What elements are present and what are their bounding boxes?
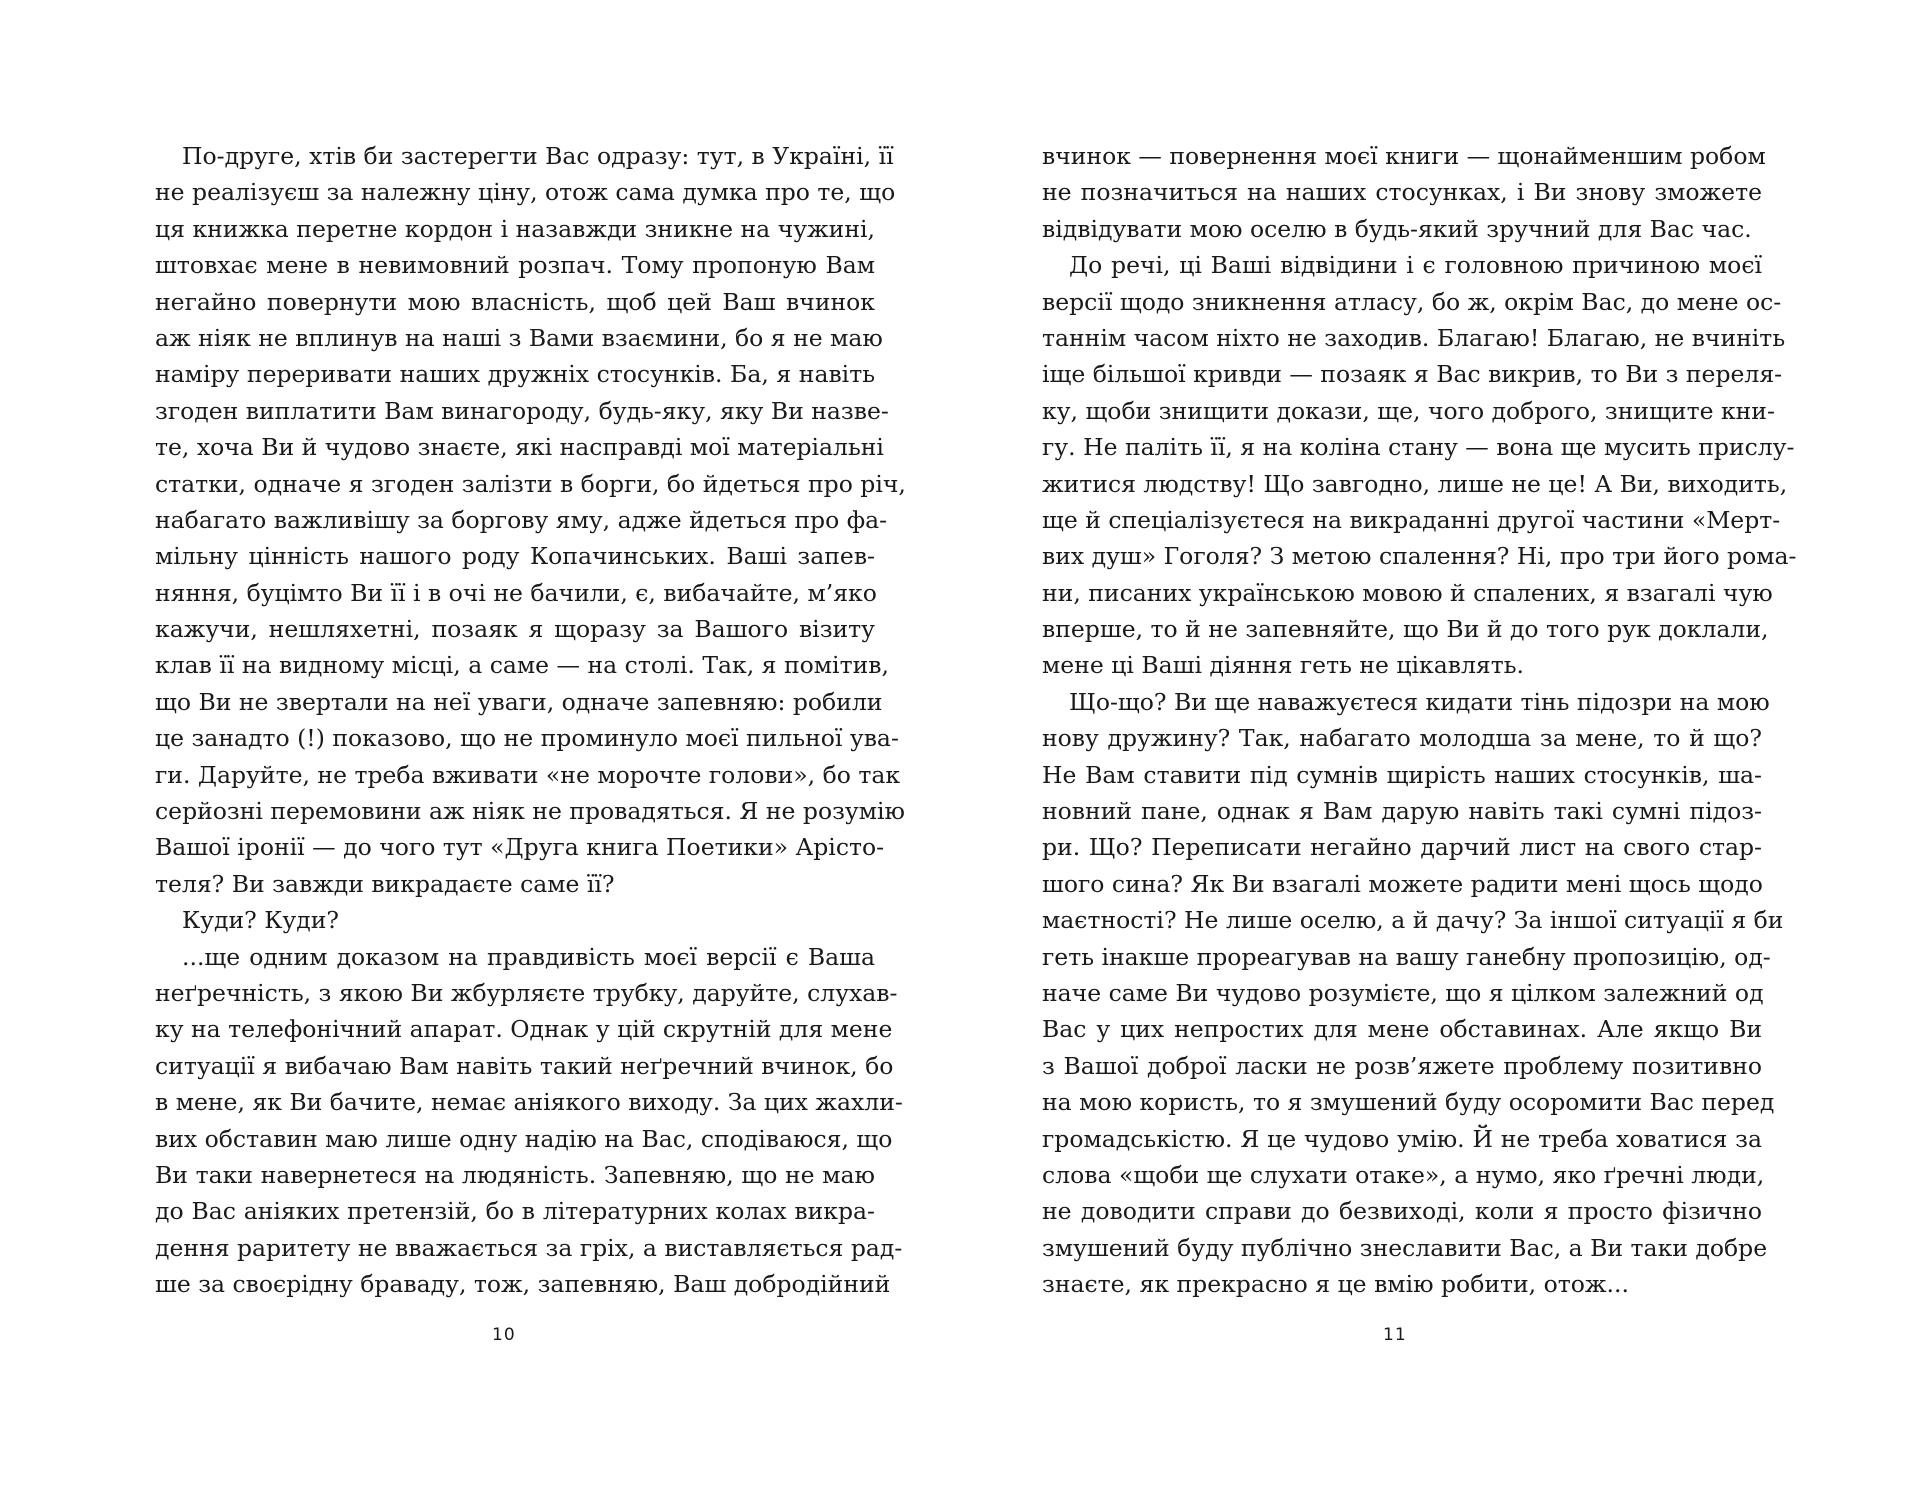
text-line: змушений буду публічно знеславити Вас, а Ви таки добре <box>1042 1233 1768 1262</box>
text-line: що Ви не звертали на неї уваги, одначе запевняю: робили <box>155 687 883 716</box>
text-line: негайно повернути мою власність, щоб цей Ваш вчинок <box>155 287 875 316</box>
text-line: штовхає мене в невимовний розпач. Тому пропоную Вам <box>155 251 875 280</box>
right-page-text <box>1042 138 1797 1303</box>
text-line: слова «щоби ще слухати отаке», а нумо, яко ґречні люди, <box>1042 1160 1765 1189</box>
text-line: вих душ» Гоголя? З метою спалення? Ні, про три його рома- <box>1042 542 1797 571</box>
text-line: аж ніяк не вплинув на наші з Вами взаємини, бо я не маю <box>155 323 883 352</box>
text-line: на мою користь, то я змушений буду осоромити Вас перед <box>1042 1088 1775 1117</box>
text-line: в мене, як Ви бачите, немає аніякого виходу. За цих жахли- <box>155 1088 903 1117</box>
text-line: мене ці Ваші діяння геть не цікавлять. <box>1042 651 1524 680</box>
text-line: ситуації я вибачаю Вам навіть такий неґречний вчинок, бо <box>155 1051 894 1080</box>
text-line: те, хоча Ви й чудово знаєте, які насправді мої матеріальні <box>155 433 884 462</box>
text-line: це занадто (!) показово, що не проминуло моєї пильної ува- <box>155 724 899 753</box>
page-number: 10 <box>492 1325 516 1345</box>
text-line: згоден виплатити Вам винагороду, будь-яку, яку Ви назве- <box>155 396 889 425</box>
text-line: громадськістю. Я це чудово умію. Й не треба ховатися за <box>1042 1124 1762 1153</box>
page-number: 11 <box>1383 1325 1407 1345</box>
text-line: ку, щоби знищити докази, ще, чого доброго, знищите кни- <box>1042 396 1775 425</box>
text-line: Що-що? Ви ще наважуєтеся кидати тінь підозри на мою <box>1069 687 1770 716</box>
text-line: статки, одначе я згоден залізти в борги, бо йдеться про річ, <box>155 469 906 498</box>
text-line: знаєте, як прекрасно я це вмію робити, отож... <box>1042 1270 1629 1299</box>
text-line: шого сина? Як Ви взагалі можете радити мені щось щодо <box>1042 869 1763 898</box>
text-line: не реалізуєш за належну ціну, отож сама думка про те, що <box>155 178 896 207</box>
text-line: з Вашої доброї ласки не розв’яжете проблему позитивно <box>1042 1051 1762 1080</box>
text-line: наміру переривати наших дружніх стосунків. Ба, я навіть <box>155 360 875 389</box>
text-line: відвідувати мою оселю в будь-який зручний для Вас час. <box>1042 214 1752 243</box>
text-line: мільну цінність нашого роду Копачинських. Ваші запев- <box>155 542 875 571</box>
text-line: ще й спеціалізуєтеся на викраданні другої частини «Мерт- <box>1042 505 1781 534</box>
text-line: новний пане, однак я Вам дарую навіть такі сумні підоз- <box>1042 797 1762 826</box>
text-line: клав її на видному місці, а саме — на столі. Так, я помітив, <box>155 651 889 680</box>
text-line: вперше, то й не запевняйте, що Ви й до того рук доклали, <box>1042 615 1769 644</box>
text-line: По-друге, хтів би застерегти Вас одразу: тут, в Україні, її <box>182 142 894 170</box>
text-line: ку на телефонічний апарат. Однак у цій скрутній для мене <box>155 1015 893 1044</box>
text-line: ше за своєрідну браваду, тож, запевняю, Ваш добродійний <box>155 1270 891 1299</box>
text-line: неґречність, з якою Ви жбурляєте трубку, даруйте, слухав- <box>155 978 898 1007</box>
text-line: кажучи, нешляхетні, позаяк я щоразу за Вашого візиту <box>155 615 875 644</box>
text-line: Ви таки навернетеся на людяність. Запевняю, що не маю <box>155 1160 875 1189</box>
text-line: теля? Ви завжди викрадаєте саме її? <box>155 869 615 898</box>
text-line: До речі, ці Ваші відвідини і є головною причиною моєї <box>1069 251 1762 280</box>
text-line: іще більшої кривди — позаяк я Вас викрив, то Ви з переля- <box>1042 360 1783 389</box>
text-line: гу. Не паліть її, я на коліна стану — вона ще мусить прислу- <box>1042 433 1795 462</box>
text-line: ги. Даруйте, не треба вживати «не морочте голови», бо так <box>155 760 901 789</box>
text-line: няння, буцімто Ви її і в очі не бачили, є, вибачайте, м’яко <box>155 578 877 607</box>
text-line: нову дружину? Так, набагато молодша за мене, то й що? <box>1042 724 1762 753</box>
text-line: Вашої іронії — до чого тут «Друга книга Поетики» Арісто- <box>155 833 885 862</box>
text-line: не доводити справи до безвиході, коли я просто фізично <box>1042 1197 1762 1226</box>
left-page-text <box>155 138 906 1303</box>
text-line: Куди? Куди? <box>182 906 339 935</box>
text-line: наче саме Ви чудово розумієте, що я цілком залежний од <box>1042 978 1764 1007</box>
text-line: ни, писаних українською мовою й спалених, я взагалі чую <box>1042 578 1773 607</box>
text-line: серйозні перемовини аж ніяк не провадяться. Я не розумію <box>155 797 906 826</box>
text-line: до Вас аніяких претензій, бо в літературних колах викра- <box>155 1197 875 1226</box>
text-line: ри. Що? Переписати негайно дарчий лист на свого стар- <box>1042 833 1762 862</box>
text-line: житися людству! Що завгодно, лише не це! А Ви, виходить, <box>1042 469 1788 498</box>
right-page <box>960 0 1920 1485</box>
text-line: Вас у цих непростих для мене обставинах. Але якщо Ви <box>1042 1015 1762 1044</box>
text-line: не позначиться на наших стосунках, і Ви знову зможете <box>1042 178 1762 207</box>
text-line: геть інакше прореагував на вашу ганебну пропозицію, од- <box>1042 942 1771 971</box>
text-line: вих обставин маю лише одну надію на Вас, сподіваюся, що <box>155 1124 893 1153</box>
text-line: набагато важливішу за боргову яму, адже йдеться про фа- <box>155 505 888 534</box>
text-line: таннім часом ніхто не заходив. Благаю! Благаю, не вчиніть <box>1042 323 1786 352</box>
text-line: ця книжка перетне кордон і назавжди зникне на чужині, <box>155 214 875 243</box>
text-line: версії щодо зникнення атласу, бо ж, окрім Вас, до мене ос- <box>1042 287 1782 316</box>
text-line: Не Вам ставити під сумнів щирість наших стосунків, ша- <box>1042 760 1762 789</box>
text-line: дення раритету не вважається за гріх, а виставляється рад- <box>155 1233 903 1262</box>
text-line: маєтності? Не лише оселю, а й дачу? За іншої ситуації я би <box>1042 906 1784 935</box>
text-line: ...ще одним доказом на правдивість моєї версії є Ваша <box>182 942 875 971</box>
text-line: вчинок — повернення моєї книги — щонайменшим робом <box>1042 142 1766 170</box>
